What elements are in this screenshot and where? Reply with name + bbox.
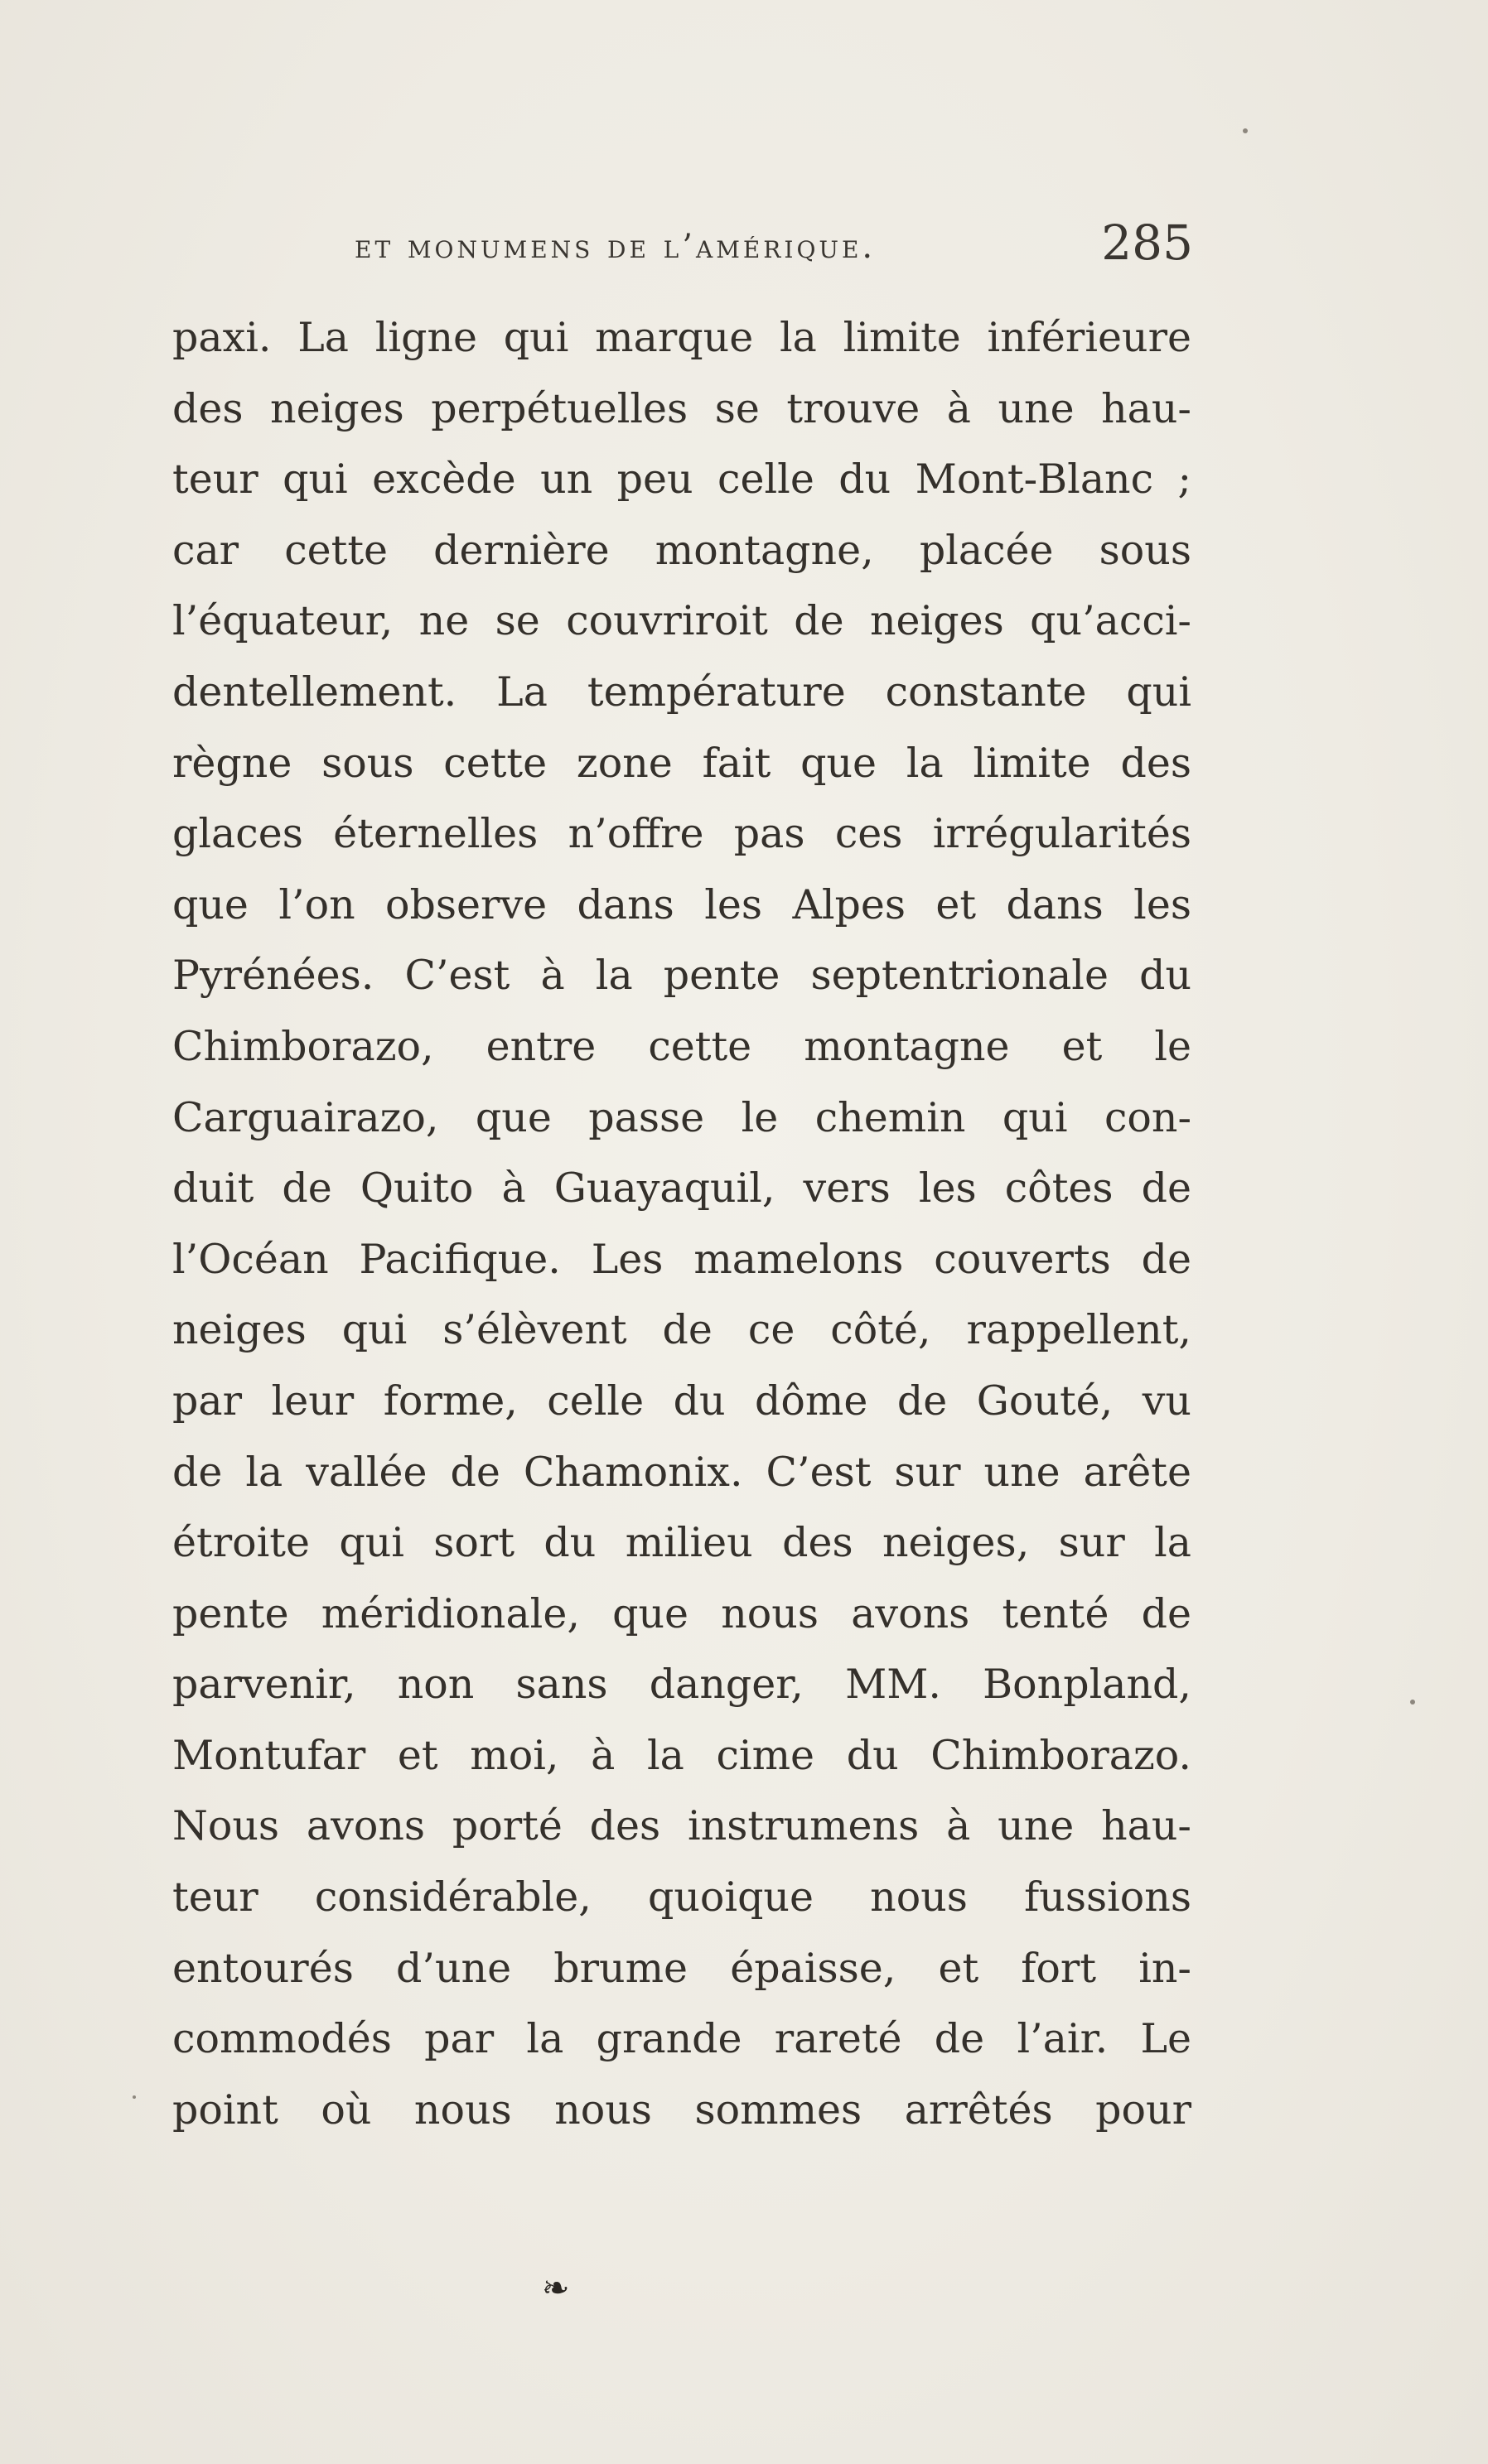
text-line: duit de Quito à Guayaquil, vers les côtes de: [172, 1164, 1191, 1213]
text-line: teur qui excède un peu celle du Mont-Blanc ;: [172, 456, 1191, 504]
text-line: pente méridionale, que nous avons tenté de: [172, 1589, 1191, 1637]
text-line: neiges qui s’élèvent de ce côté, rappellent,: [172, 1306, 1191, 1354]
text-line: Carguairazo, que passe le chemin qui con-: [172, 1093, 1191, 1141]
page-number: 285: [1101, 215, 1193, 271]
text-line: Montufar et moi, à la cime du Chimborazo.: [172, 1731, 1191, 1779]
text-line: par leur forme, celle du dôme de Gouté, vu: [172, 1377, 1191, 1425]
text-line: étroite qui sort du milieu des neiges, sur la: [172, 1519, 1191, 1567]
text-line: glaces éternelles n’offre pas ces irrégularités: [172, 810, 1191, 858]
text-line: des neiges perpétuelles se trouve à une hau-: [172, 384, 1191, 432]
text-line: Pyrénées. C’est à la pente septentrionale du: [172, 952, 1191, 1000]
text-line: Nous avons porté des instrumens à une hau-: [172, 1802, 1191, 1850]
text-line: car cette dernière montagne, placée sous: [172, 526, 1191, 574]
fleuron-ornament-icon: ❧: [542, 2269, 570, 2307]
running-head: [174, 211, 1193, 286]
body-text: [172, 302, 1191, 2145]
paper-speck: [1243, 128, 1248, 133]
text-line: règne sous cette zone fait que la limite des: [172, 739, 1191, 787]
text-line: de la vallée de Chamonix. C’est sur une arête: [172, 1448, 1191, 1496]
paper-speck: [1410, 1700, 1415, 1705]
text-line: l’équateur, ne se couvriroit de neiges qu’acci-: [172, 597, 1191, 645]
running-title: et monumens de l’amérique.: [355, 228, 877, 266]
text-line: dentellement. La température constante qui: [172, 668, 1191, 716]
text-line: l’Océan Pacifique. Les mamelons couverts de: [172, 1235, 1191, 1283]
text-line: entourés d’une brume épaisse, et fort in-: [172, 1944, 1191, 1992]
paper-speck: [133, 2095, 136, 2099]
text-line: Chimborazo, entre cette montagne et le: [172, 1022, 1191, 1070]
text-line: commodés par la grande rareté de l’air. Le: [172, 2015, 1191, 2063]
text-line: point où nous nous sommes arrêtés pour: [172, 2085, 1191, 2134]
text-line: parvenir, non sans danger, MM. Bonpland,: [172, 1661, 1191, 1709]
text-line: teur considérable, quoique nous fussions: [172, 1873, 1191, 1922]
text-line: que l’on observe dans les Alpes et dans les: [172, 880, 1191, 928]
text-line: paxi. La ligne qui marque la limite inférieure: [172, 314, 1191, 361]
